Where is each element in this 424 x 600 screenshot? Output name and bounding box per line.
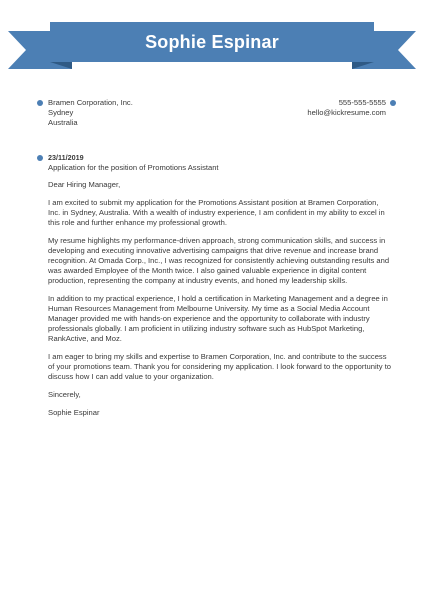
contact-info	[307, 98, 386, 118]
date-bullet-icon	[37, 155, 43, 161]
sender-address	[48, 98, 133, 128]
sender-country: Australia	[48, 118, 78, 127]
paragraph: I am eager to bring my skills and expertise to Bramen Corporation, Inc. and contribute to the success of your promotions team. Thank you for considering my application. I look forward to the opportunity to discuss how I can add value to your organization.	[48, 352, 392, 381]
sender-bullet-icon	[37, 100, 43, 106]
sender-company: Bramen Corporation, Inc.	[48, 98, 133, 107]
applicant-name: Sophie Espinar	[145, 32, 279, 52]
letter-subject: Application for the position of Promotions Assistant	[48, 163, 219, 172]
paragraph: I am excited to submit my application for the Promotions Assistant position at Bramen Corporation, Inc. in Sydney, Australia. With a wealth of industry experience, I am confident in my ability to excel in this role and further enhance my professional growth.	[48, 198, 385, 227]
sender-city: Sydney	[48, 108, 74, 117]
closing: Sincerely,	[48, 390, 81, 399]
letter-body	[48, 180, 392, 426]
paragraph: In addition to my practical experience, I hold a certification in Marketing Management and a degree in Human Resources Management from Melbourne University. My time as a Social Media Account Manager provided me with hands-on experience and the opportunity to collaborate with industry professionals globally. I am proficient in utilizing industry software such as HubSpot Marketing, RankActive, and Moz.	[48, 294, 388, 343]
paragraph: My resume highlights my performance-driven approach, strong communication skills, and success in developing and executing innovative advertising campaigns that drive revenue and increase brand recognition. At Omada Corp., Inc., I was recognized for consistently achieving outstanding results and was awarded Employee of the Month twice. I also gained valuable experience in digital content production, representing the company at industry events, and honed my leadership skills.	[48, 236, 390, 285]
contact-email: hello@kickresume.com	[307, 108, 386, 117]
signature-name: Sophie Espinar	[48, 408, 100, 417]
contact-phone: 555-555-5555	[338, 98, 386, 107]
header-ribbon	[0, 0, 424, 80]
letter-date: 23/11/2019	[48, 153, 84, 162]
contact-bullet-icon	[390, 100, 396, 106]
salutation: Dear Hiring Manager,	[48, 180, 121, 189]
